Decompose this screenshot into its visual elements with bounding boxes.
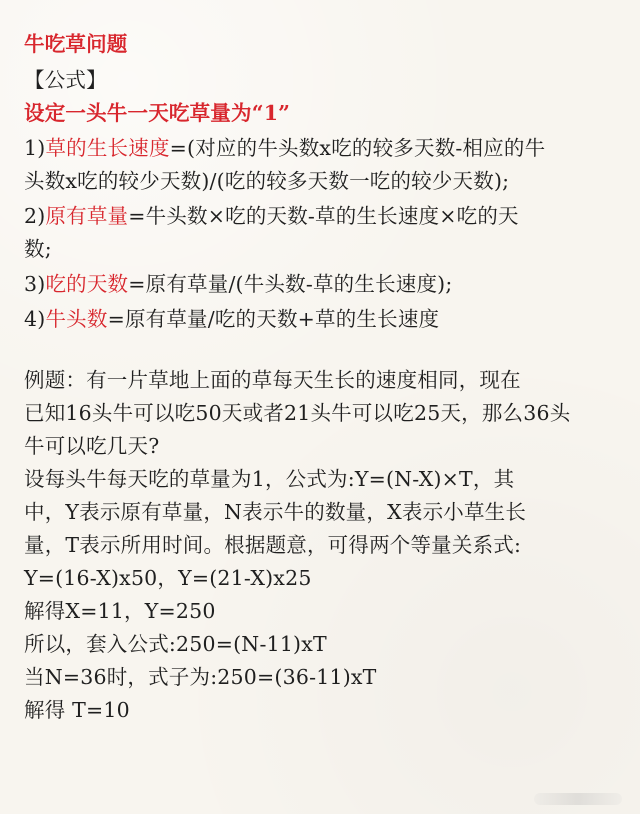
example-line-7: Y=(16-X)x50，Y=(21-X)x25: [24, 566, 312, 590]
formula-1-line-2: 头数x吃的较少天数)/(吃的较多天数一吃的较少天数);: [24, 169, 510, 193]
document-title: 牛吃草问题: [24, 32, 128, 56]
formula-1-prefix: 1): [24, 136, 46, 160]
formula-2-prefix: 2): [24, 204, 46, 228]
formula-2-line-2: 数;: [24, 237, 52, 261]
example-line-1: 例题：有一片草地上面的草每天生长的速度相同，现在: [24, 368, 521, 392]
example-line-5: 中，Y表示原有草量，N表示牛的数量，X表示小草生长: [24, 500, 527, 524]
section-gap: [24, 336, 616, 364]
example-line-2: 已知16头牛可以吃50天或者21头牛可以吃25天，那么36头: [24, 401, 571, 425]
formula-3-prefix: 3): [24, 272, 46, 296]
example-line-8: 解得X=11，Y=250: [24, 599, 216, 623]
formula-4-text: =原有草量/吃的天数+草的生长速度: [107, 307, 440, 331]
formula-section-header: 【公式】: [24, 68, 107, 92]
formula-2-text-1: =牛头数×吃的天数-草的生长速度×吃的天: [128, 204, 519, 228]
formula-4-line: [24, 303, 616, 336]
formula-2-line-1: [24, 200, 616, 233]
example-line-11: 解得 T=10: [24, 698, 130, 722]
bottom-right-mark: [534, 793, 622, 805]
formula-1-term: 草的生长速度: [45, 136, 170, 160]
example-line-4: 设每头牛每天吃的草量为1，公式为:Y=(N-X)×T，其: [24, 467, 515, 491]
formula-2-term: 原有草量: [45, 204, 129, 228]
example-line-3: 牛可以吃几天?: [24, 434, 160, 458]
example-line-6: 量，T表示所用时间。根据题意，可得两个等量关系式:: [24, 533, 522, 557]
assumption-line: 设定一头牛一天吃草量为“1”: [24, 101, 291, 125]
formula-3-text: =原有草量/(牛头数-草的生长速度);: [128, 272, 453, 296]
formula-1-line-1: [24, 132, 616, 165]
formula-3-term: 吃的天数: [45, 272, 129, 296]
formula-4-term: 牛头数: [45, 307, 108, 331]
example-line-10: 当N=36时，式子为:250=(36-11)xT: [24, 665, 377, 689]
formula-3-line: [24, 268, 616, 301]
formula-4-prefix: 4): [24, 307, 46, 331]
example-line-9: 所以，套入公式:250=(N-11)xT: [24, 632, 327, 656]
formula-1-text-1: =(对应的牛头数x吃的较多天数-相应的牛: [169, 136, 546, 160]
